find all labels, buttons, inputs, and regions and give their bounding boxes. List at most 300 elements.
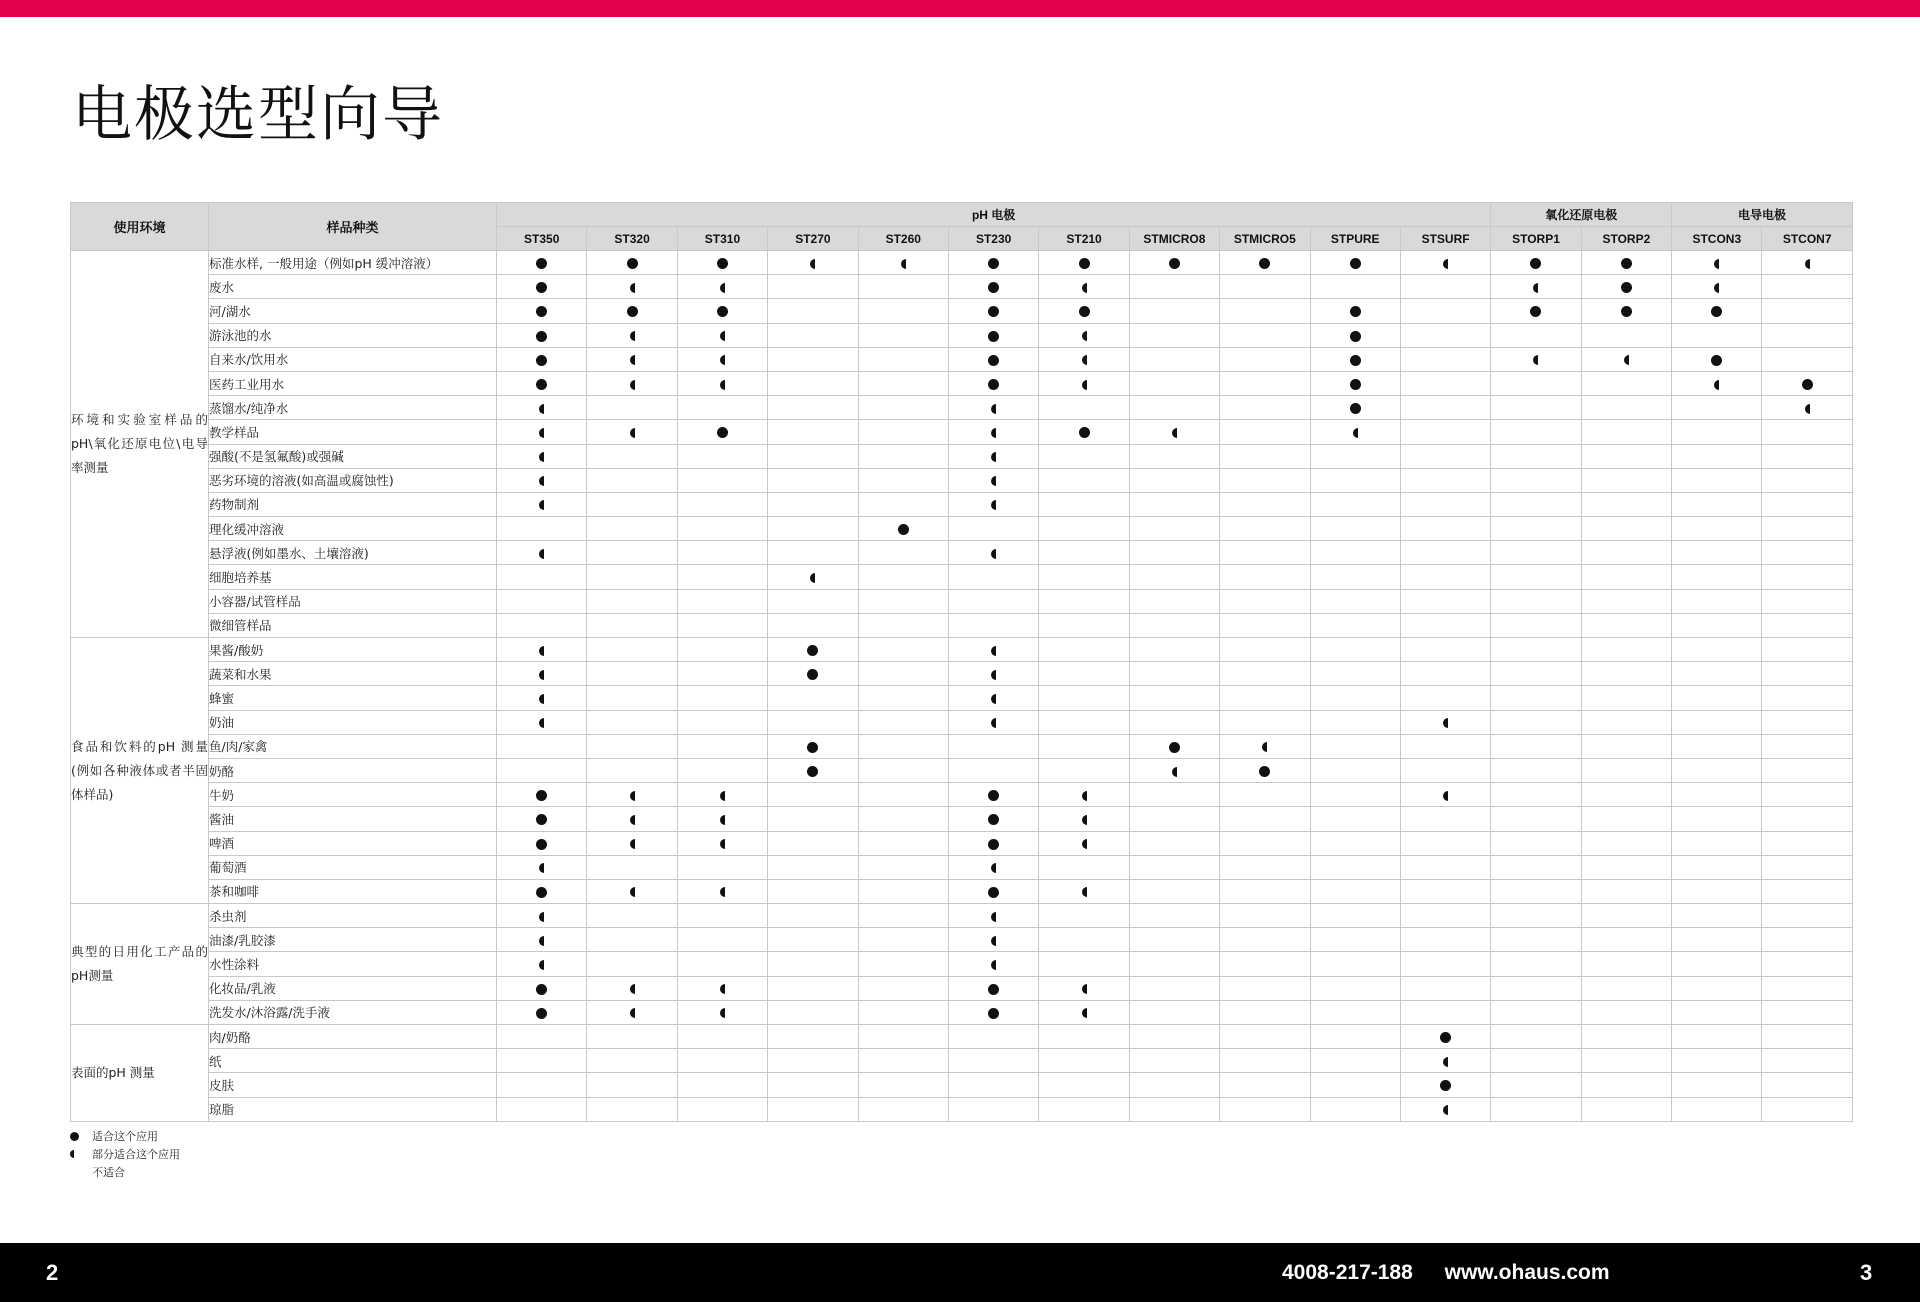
suitability-cell [1400,662,1490,686]
partially-suitable-icon [1443,718,1448,728]
suitability-cell [858,855,948,879]
suitability-cell [1039,371,1129,395]
suitability-cell [948,904,1038,928]
suitability-cell [1220,686,1310,710]
suitability-cell [1039,444,1129,468]
suitability-cell [1039,299,1129,323]
suitability-cell [1491,734,1581,758]
suitability-cell [1039,541,1129,565]
suitability-cell [1581,1025,1671,1049]
suitability-cell [1129,396,1219,420]
suitability-cell [1039,1000,1129,1024]
suitability-cell [677,928,767,952]
suitability-cell [1581,517,1671,541]
suitability-cell [587,347,677,371]
suitability-cell [1762,928,1852,952]
suitability-cell [1400,565,1490,589]
suitability-cell [1220,323,1310,347]
suitability-cell [1762,904,1852,928]
suitability-cell [587,952,677,976]
suitability-cell [1491,299,1581,323]
suitability-cell [768,734,858,758]
legend-item [68,1127,180,1145]
table-row [71,492,1853,516]
suitability-cell [1672,468,1762,492]
suitability-cell [677,613,767,637]
table-row [71,565,1853,589]
suitability-cell [1762,1000,1852,1024]
suitability-cell [1762,686,1852,710]
suitability-cell [1129,323,1219,347]
suitability-cell [1310,758,1400,782]
suitability-cell [677,1097,767,1121]
suitability-cell [1400,1097,1490,1121]
partially-suitable-icon [1082,791,1087,801]
suitability-cell [1762,662,1852,686]
partially-suitable-icon [901,259,906,269]
page-number-left: 2 [46,1260,59,1285]
website-link[interactable]: www.ohaus.com [1444,1261,1610,1284]
suitability-cell [948,734,1038,758]
table-row [71,783,1853,807]
suitability-cell [1310,1097,1400,1121]
suitability-cell [1672,1049,1762,1073]
suitability-cell [948,1097,1038,1121]
suitability-cell [1672,347,1762,371]
suitability-cell [1220,251,1310,275]
full-suitable-icon [1350,355,1361,366]
sample-type-cell: 教学样品 [209,420,497,444]
partially-suitable-icon [539,500,544,510]
suitability-cell [1129,420,1219,444]
suitability-cell [1129,710,1219,734]
partially-suitable-icon [1082,815,1087,825]
suitability-cell [948,807,1038,831]
suitability-cell [1491,662,1581,686]
suitability-cell [768,904,858,928]
suitability-cell [1220,1097,1310,1121]
suitability-cell [497,613,587,637]
sample-type-cell: 纸 [209,1049,497,1073]
partially-suitable-icon [991,670,996,680]
suitability-cell [677,734,767,758]
suitability-cell [858,565,948,589]
partially-suitable-icon [630,380,635,390]
suitability-cell [1762,444,1852,468]
legend [68,1127,180,1181]
suitability-cell [1129,831,1219,855]
suitability-cell [1762,1049,1852,1073]
suitability-cell [1762,952,1852,976]
column-header-env: 使用环境 [71,203,209,251]
suitability-cell [587,565,677,589]
partially-suitable-icon [720,1008,725,1018]
suitability-cell [1220,275,1310,299]
suitability-cell [1581,396,1671,420]
full-suitable-icon [988,814,999,825]
suitability-cell [768,323,858,347]
suitability-cell [948,952,1038,976]
suitability-cell [497,879,587,903]
suitability-cell [1672,952,1762,976]
table-row [71,1000,1853,1024]
suitability-cell [1762,589,1852,613]
suitability-cell [1491,589,1581,613]
suitability-cell [677,710,767,734]
suitability-cell [497,831,587,855]
suitability-cell [497,976,587,1000]
suitability-cell [1129,879,1219,903]
suitability-cell [497,783,587,807]
table-row [71,517,1853,541]
partially-suitable-icon [539,476,544,486]
suitability-cell [1672,492,1762,516]
suitability-cell [1310,831,1400,855]
suitability-cell [1129,565,1219,589]
suitability-cell [1491,275,1581,299]
suitability-cell [768,928,858,952]
suitability-cell [1039,565,1129,589]
suitability-cell [1400,831,1490,855]
suitability-cell [1310,371,1400,395]
suitability-cell [1491,444,1581,468]
table-row [71,831,1853,855]
partially-suitable-icon [720,815,725,825]
suitability-cell [1310,444,1400,468]
suitability-cell [1039,1049,1129,1073]
table-row [71,420,1853,444]
table-row [71,952,1853,976]
full-suitable-icon [1440,1080,1451,1091]
suitability-cell [1310,855,1400,879]
suitability-cell [677,589,767,613]
suitability-cell [1762,1097,1852,1121]
full-suitable-icon [536,282,547,293]
suitability-cell [1129,1000,1219,1024]
suitability-cell [1672,1000,1762,1024]
suitability-cell [1220,831,1310,855]
suitability-cell [1672,807,1762,831]
suitability-cell [1310,396,1400,420]
table-row [71,347,1853,371]
model-header: STMICRO5 [1220,227,1310,251]
suitability-cell [1310,468,1400,492]
partially-suitable-icon [991,452,996,462]
suitability-cell [1039,1097,1129,1121]
suitability-cell [587,879,677,903]
full-suitable-icon [1711,306,1722,317]
suitability-cell [587,662,677,686]
suitability-cell [948,396,1038,420]
suitability-cell [1581,734,1671,758]
suitability-cell [1581,976,1671,1000]
suitability-cell [1400,638,1490,662]
suitability-cell [497,347,587,371]
legend-item [68,1145,180,1163]
suitability-cell [1491,347,1581,371]
suitability-cell [948,855,1038,879]
suitability-cell [1220,710,1310,734]
sample-type-cell: 奶油 [209,710,497,734]
partially-suitable-icon [630,791,635,801]
suitability-cell [948,517,1038,541]
sample-type-cell: 悬浮液(例如墨水、土壤溶液) [209,541,497,565]
table-row [71,855,1853,879]
table-row [71,734,1853,758]
suitability-cell [1400,444,1490,468]
suitability-cell [1129,251,1219,275]
suitability-cell [1220,371,1310,395]
phone-number: 4008-217-188 [1282,1261,1413,1284]
full-suitable-icon [536,379,547,390]
partially-suitable-icon [630,815,635,825]
suitability-cell [1762,613,1852,637]
partially-suitable-icon [539,718,544,728]
suitability-cell [1581,613,1671,637]
suitability-cell [948,444,1038,468]
suitability-cell [1220,517,1310,541]
suitability-cell [858,638,948,662]
suitability-cell [1400,734,1490,758]
partially-suitable-icon [630,839,635,849]
suitability-cell [1762,420,1852,444]
suitability-cell [587,444,677,468]
sample-type-cell: 肉/奶酪 [209,1025,497,1049]
suitability-cell [1762,831,1852,855]
suitability-cell [1672,1097,1762,1121]
full-suitable-icon [1711,355,1722,366]
suitability-cell [768,541,858,565]
suitability-cell [948,1025,1038,1049]
table-row [71,1097,1853,1121]
electrode-group-header: 电导电极 [1672,203,1853,227]
suitability-cell [1129,492,1219,516]
suitability-cell [1762,468,1852,492]
suitability-cell [1310,251,1400,275]
table-row [71,758,1853,782]
full-suitable-icon [988,984,999,995]
suitability-cell [1039,928,1129,952]
suitability-cell [1491,323,1581,347]
full-suitable-icon [988,887,999,898]
suitability-cell [587,734,677,758]
suitability-cell [1129,517,1219,541]
suitability-cell [858,807,948,831]
suitability-cell [1039,952,1129,976]
partially-suitable-icon [630,283,635,293]
suitability-cell [587,1000,677,1024]
suitability-cell [1310,613,1400,637]
suitability-cell [768,1049,858,1073]
suitability-cell [497,275,587,299]
suitability-cell [1491,613,1581,637]
suitability-cell [1129,1049,1219,1073]
suitability-cell [858,468,948,492]
suitability-cell [677,1000,767,1024]
suitability-cell [1310,492,1400,516]
suitability-cell [677,468,767,492]
suitability-cell [497,541,587,565]
suitability-cell [497,710,587,734]
environment-cell: 典型的日用化工产品的pH测量 [71,904,209,1025]
suitability-cell [1762,710,1852,734]
sample-type-cell: 蔬菜和水果 [209,662,497,686]
suitability-cell [1220,347,1310,371]
suitability-cell [497,517,587,541]
full-suitable-icon [1079,427,1090,438]
suitability-cell [1220,589,1310,613]
suitability-cell [768,1073,858,1097]
partially-suitable-icon [1714,283,1719,293]
suitability-cell [497,1025,587,1049]
table-row [71,613,1853,637]
suitability-cell [587,589,677,613]
suitability-cell [1039,855,1129,879]
table-row [71,1073,1853,1097]
suitability-cell [948,613,1038,637]
suitability-cell [1220,468,1310,492]
sample-type-cell: 蒸馏水/纯净水 [209,396,497,420]
partially-suitable-icon [1353,428,1358,438]
table-row [71,638,1853,662]
suitability-cell [858,299,948,323]
full-suitable-icon [536,355,547,366]
suitability-cell [1039,251,1129,275]
suitability-cell [1491,976,1581,1000]
partially-suitable-icon [1082,1008,1087,1018]
table-row [71,662,1853,686]
suitability-cell [1039,976,1129,1000]
suitability-cell [497,638,587,662]
suitability-cell [1129,275,1219,299]
suitability-cell [768,855,858,879]
suitability-cell [1220,396,1310,420]
sample-type-cell: 游泳池的水 [209,323,497,347]
partially-suitable-icon [1443,1057,1448,1067]
suitability-cell [948,1000,1038,1024]
partially-suitable-icon [991,549,996,559]
suitability-cell [1129,541,1219,565]
suitability-cell [677,976,767,1000]
suitability-cell [1039,662,1129,686]
full-suitable-icon [1169,742,1180,753]
partially-suitable-icon [810,573,815,583]
model-header: ST230 [948,227,1038,251]
partially-suitable-icon [1172,767,1177,777]
sample-type-cell: 蜂蜜 [209,686,497,710]
suitability-cell [948,275,1038,299]
suitability-cell [1762,879,1852,903]
sample-type-cell: 微细管样品 [209,613,497,637]
suitability-cell [768,831,858,855]
suitability-cell [1762,275,1852,299]
suitability-cell [1491,420,1581,444]
suitability-cell [1039,1073,1129,1097]
suitability-cell [587,976,677,1000]
suitability-cell [1762,976,1852,1000]
suitability-cell [497,251,587,275]
suitability-cell [497,952,587,976]
suitability-cell [1220,565,1310,589]
suitability-cell [1129,662,1219,686]
partially-suitable-icon [539,549,544,559]
suitability-cell [858,323,948,347]
suitability-cell [948,347,1038,371]
full-suitable-icon [988,331,999,342]
suitability-cell [1581,251,1671,275]
suitability-cell [1310,807,1400,831]
partially-suitable-icon [1082,839,1087,849]
suitability-cell [1310,1000,1400,1024]
suitability-cell [768,492,858,516]
sample-type-cell: 强酸(不是氢氟酸)或强碱 [209,444,497,468]
suitability-cell [587,323,677,347]
partially-suitable-icon [1082,355,1087,365]
table-row [71,444,1853,468]
suitability-cell [1672,904,1762,928]
suitability-cell [1310,976,1400,1000]
partially-suitable-icon [539,936,544,946]
suitability-cell [1220,662,1310,686]
suitability-cell [1039,517,1129,541]
suitability-cell [1581,1097,1671,1121]
suitability-cell [497,420,587,444]
suitability-cell [1581,710,1671,734]
suitability-cell [858,710,948,734]
partially-suitable-icon [1533,283,1538,293]
partially-suitable-icon [630,1008,635,1018]
partially-suitable-icon [991,694,996,704]
suitability-cell [1581,565,1671,589]
suitability-cell [1672,565,1762,589]
suitability-cell [768,758,858,782]
electrode-selection-table [70,202,1853,1122]
partially-suitable-icon [991,960,996,970]
full-suitable-icon [536,814,547,825]
suitability-cell [677,783,767,807]
suitability-cell [948,420,1038,444]
model-header: ST270 [768,227,858,251]
full-suitable-icon [1621,282,1632,293]
suitability-cell [1672,928,1762,952]
suitability-cell [858,420,948,444]
suitability-cell [768,565,858,589]
electrode-group-header: 氧化还原电极 [1491,203,1672,227]
suitability-cell [1581,638,1671,662]
suitability-cell [677,855,767,879]
suitability-cell [1491,541,1581,565]
suitability-cell [1310,1073,1400,1097]
suitability-cell [677,686,767,710]
suitability-cell [768,420,858,444]
suitability-cell [497,492,587,516]
suitability-cell [587,904,677,928]
sample-type-cell: 医药工业用水 [209,371,497,395]
suitability-cell [587,1025,677,1049]
partially-suitable-icon [720,283,725,293]
table-row [71,251,1853,275]
suitability-cell [677,565,767,589]
suitability-cell [1400,976,1490,1000]
suitability-cell [1039,323,1129,347]
suitability-cell [1581,420,1671,444]
partially-suitable-icon [1172,428,1177,438]
full-suitable-icon [1259,258,1270,269]
full-suitable-icon [1621,306,1632,317]
suitability-cell [1762,517,1852,541]
suitability-cell [587,807,677,831]
suitability-cell [768,1000,858,1024]
